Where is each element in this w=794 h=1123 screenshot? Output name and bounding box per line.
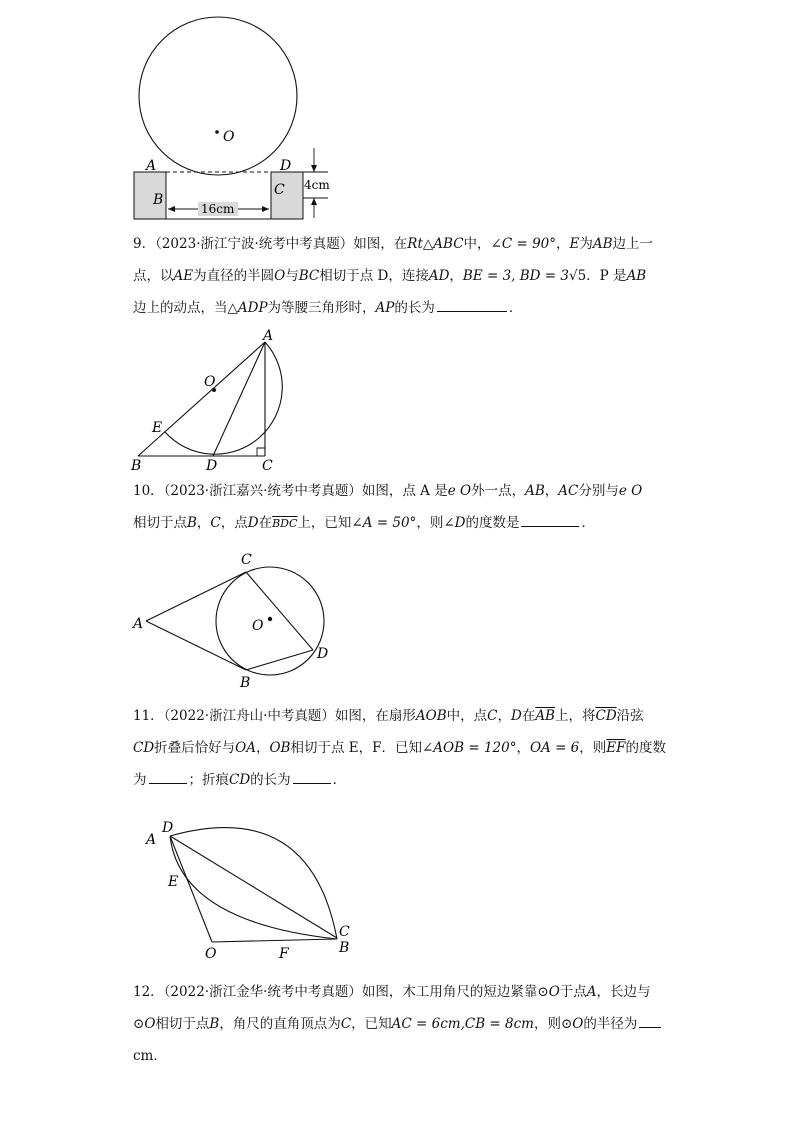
q9-text-c: ，: [556, 236, 570, 252]
figure-q10: [128, 548, 348, 693]
question-10: [133, 475, 661, 540]
q11-line3-end: ．: [332, 772, 347, 788]
q10-text-d: 分别与: [578, 483, 619, 499]
label-d: D: [317, 646, 329, 662]
q9-tri-adp: △ADP: [227, 300, 268, 316]
label-c: C: [262, 458, 273, 474]
q12-c-var: C: [340, 1016, 352, 1032]
figure-q9: [128, 330, 288, 475]
q10-d-var: D: [247, 515, 259, 531]
q12-o-var: O: [548, 984, 560, 1000]
tangent-ac: [146, 572, 246, 621]
label-c: C: [274, 182, 285, 198]
q11-oa-var: OA: [235, 740, 256, 756]
figure-q10-svg: [128, 548, 348, 693]
q12-number: 12．: [133, 984, 164, 1000]
q9-angle-c: ∠C = 90°: [490, 236, 556, 252]
q9-text-a: 如图，在: [353, 236, 408, 252]
q9-ae-var: AE: [173, 268, 194, 284]
q11-line2-b: ，: [255, 740, 270, 756]
q9-line2-f: ．P 是: [586, 268, 627, 284]
q12-line2-e: ，则⊙: [533, 1016, 573, 1032]
q11-line-2: [133, 732, 667, 764]
q12-text-c: ，长边与: [596, 984, 651, 1000]
q12-answer-blank[interactable]: [639, 1013, 661, 1028]
q9-source: （2023·浙江宁波·统考中考真题）: [155, 236, 354, 252]
q11-line-3: [133, 764, 661, 796]
q11-line2-f: 的度数: [625, 740, 667, 756]
q10-line2-end: ．: [581, 515, 595, 531]
q10-line-1: [133, 475, 661, 507]
q11-text-c: ，: [497, 708, 511, 724]
q12-text-a: 如图，木工用角尺的短边紧靠⊙: [361, 984, 549, 1000]
q9-line2-b: 为直径的半圆: [193, 268, 275, 284]
q10-line2-a: 相切于点: [133, 515, 187, 531]
label-d: D: [280, 158, 292, 174]
chord-cd: [246, 572, 313, 650]
q10-line2-c: ，点: [220, 515, 248, 531]
label-b: B: [240, 675, 251, 691]
figure-q9-svg: [128, 330, 288, 475]
q11-text-d: 在: [521, 708, 536, 724]
q11-answer-blank-1[interactable]: [149, 769, 187, 784]
label-b: B: [339, 940, 350, 956]
q9-number: 9．: [133, 236, 156, 252]
q10-answer-blank[interactable]: [521, 512, 579, 527]
label-a: A: [133, 616, 144, 632]
q9-line3-end: ．: [508, 300, 523, 316]
question-11: [133, 700, 667, 796]
q11-line2-e: ，则: [579, 740, 607, 756]
q9-line2-a: 点，以: [133, 268, 174, 284]
figure-q11: [140, 812, 360, 964]
q9-text-b: 中，: [463, 236, 491, 252]
arrow-down: [311, 165, 317, 172]
label-f: F: [279, 946, 289, 962]
q11-text-e: 上，将: [554, 708, 596, 724]
q9-ab-var2: AB: [626, 268, 647, 284]
q9-line-1: [133, 228, 661, 260]
arrow-left: [168, 206, 175, 212]
arrow-up: [311, 198, 317, 205]
chord-cd: [170, 836, 337, 938]
q11-ob-var: OB: [269, 740, 291, 756]
q11-text-b: 中，点: [446, 708, 488, 724]
q10-circle-sym2: e O: [618, 483, 643, 499]
q11-arc-ef: $\overline{EF}$: [606, 740, 626, 756]
figure-q11-svg: [140, 812, 360, 964]
q10-arc-bdc: $\overline{BDC}$: [272, 517, 298, 530]
radius-ob: [212, 939, 337, 942]
q9-line3-b: 为等腰三角形时，: [267, 300, 376, 316]
q12-o-var3: O: [572, 1016, 584, 1032]
q11-angle-aob: ∠AOB = 120°: [422, 740, 517, 756]
label-b: B: [131, 458, 142, 474]
q12-line2-a: ⊙: [133, 1016, 145, 1032]
q12-line-2: [133, 1008, 661, 1040]
q10-angle-a: ∠A = 50°: [351, 515, 417, 531]
question-12: [133, 976, 661, 1072]
q10-angle-d: ∠D: [443, 515, 466, 531]
q10-line2-f: ，则: [416, 515, 444, 531]
q10-line-2: [133, 507, 661, 540]
label-e: E: [168, 874, 179, 890]
q9-text-d: 为: [579, 236, 593, 252]
label-o: O: [204, 374, 216, 390]
chord-bd: [246, 650, 313, 670]
q9-line2-d: 相切于点 D，连接: [319, 268, 429, 284]
label-c: C: [339, 924, 350, 940]
label-o: O: [223, 129, 235, 145]
q9-answer-blank[interactable]: [437, 297, 507, 312]
q10-line2-d: 在: [258, 515, 273, 531]
q9-bc-var: BC: [298, 268, 320, 284]
center-o: [268, 617, 272, 621]
q10-c-var: C: [210, 515, 221, 531]
label-a: A: [146, 832, 157, 848]
label-a: A: [146, 158, 157, 174]
figure-q8: [128, 0, 338, 225]
q10-line2-b: ，: [196, 515, 211, 531]
q10-number: 10．: [133, 483, 164, 499]
q11-text-f: 沿弦: [616, 708, 644, 724]
center-dot: [215, 130, 219, 134]
q9-text-e: 边上一: [612, 236, 654, 252]
q11-arc-ab: $\overline{AB}$: [535, 708, 555, 724]
q11-cd-var2: CD: [229, 772, 251, 788]
label-d: D: [206, 458, 218, 474]
q9-tri-name: Rt△ABC: [407, 236, 464, 252]
q11-line3-c: 的长为: [250, 772, 291, 788]
q11-line2-d: ，: [516, 740, 530, 756]
q10-source: （2023·浙江嘉兴·统考中考真题）: [163, 483, 362, 499]
q12-unit: cm: [133, 1048, 154, 1064]
q10-text-a: 如图，点 A 是: [361, 483, 448, 499]
q11-text-a: 如图，在扇形: [334, 708, 416, 724]
q12-line2-b: 相切于点: [155, 1016, 210, 1032]
q11-d-var: D: [510, 708, 522, 724]
q12-line3-end: ．: [153, 1048, 167, 1064]
q9-o-var: O: [274, 268, 286, 284]
q9-ab-var: AB: [592, 236, 613, 252]
q12-line2-c: ，角尺的直角顶点为: [219, 1016, 341, 1032]
q10-text-b: 外一点，: [471, 483, 526, 499]
q11-c-var: C: [487, 708, 498, 724]
label-b: B: [153, 192, 164, 208]
q11-line3-a: 为: [133, 772, 147, 788]
label-o: O: [252, 618, 264, 634]
label-o: O: [205, 946, 217, 962]
label-d: D: [162, 820, 174, 836]
q11-oa-val: OA = 6: [529, 740, 580, 756]
q11-source: （2022·浙江舟山·中考真题）: [163, 708, 335, 724]
tangent-ab: [146, 621, 246, 670]
figure-q8-svg: [128, 0, 338, 225]
q12-a-var: A: [586, 984, 597, 1000]
q10-circle-sym: e O: [447, 483, 472, 499]
arrow-right: [262, 206, 269, 212]
q12-o-var2: O: [144, 1016, 156, 1032]
q12-text-b: 于点: [559, 984, 587, 1000]
q11-aob-var: AOB: [415, 708, 447, 724]
q10-text-c: ，: [544, 483, 559, 499]
circle-o: [139, 17, 297, 175]
q9-be-val: BE = 3, BD = 3: [462, 268, 569, 284]
q11-line-1: [133, 700, 661, 732]
q12-vals: AC = 6cm,CB = 8cm: [391, 1016, 534, 1032]
q11-answer-blank-2[interactable]: [293, 769, 331, 784]
q11-line3-b: ；折痕: [188, 772, 229, 788]
q12-line-1: [133, 976, 661, 1008]
q9-line-3: [133, 292, 661, 324]
label-c: C: [241, 552, 252, 568]
label-a: A: [263, 328, 274, 344]
q11-line2-a: 折叠后恰好与: [154, 740, 236, 756]
q9-line3-a: 边上的动点，当: [133, 300, 228, 316]
q11-cd-var: CD: [133, 740, 155, 756]
q10-b-var: B: [187, 515, 197, 531]
q9-ad-var: AD: [428, 268, 450, 284]
q9-ap-var: AP: [375, 300, 395, 316]
q11-arc-cd: $\overline{CD}$: [595, 708, 617, 724]
label-4cm: 4cm: [304, 178, 330, 192]
label-16cm: 16cm: [201, 202, 235, 216]
q9-line2-e: ，: [449, 268, 463, 284]
q9-line2-c: 与: [285, 268, 299, 284]
q10-ac-var: AC: [558, 483, 579, 499]
q10-line2-g: 的度数是: [465, 515, 520, 531]
q9-line3-c: 的长为: [394, 300, 435, 316]
right-angle-mark: [257, 448, 265, 456]
q12-source: （2022·浙江金华·统考中考真题）: [163, 984, 362, 1000]
q9-line-2: [133, 260, 661, 292]
q10-ab-var: AB: [525, 483, 545, 499]
question-9: [133, 228, 661, 324]
q11-number: 11．: [133, 708, 164, 724]
q9-sqrt-val: √5: [568, 268, 587, 284]
q10-line2-e: 上，已知: [297, 515, 352, 531]
q12-b-var: B: [209, 1016, 220, 1032]
segment-ab: [138, 342, 265, 456]
label-e: E: [152, 420, 163, 436]
q12-line2-f: 的半径为: [583, 1016, 638, 1032]
q11-line2-c: 相切于点 E，F．已知: [290, 740, 422, 756]
q9-e-var: E: [569, 236, 580, 252]
q12-line2-d: ，已知: [351, 1016, 392, 1032]
q12-line-3: [133, 1040, 661, 1072]
